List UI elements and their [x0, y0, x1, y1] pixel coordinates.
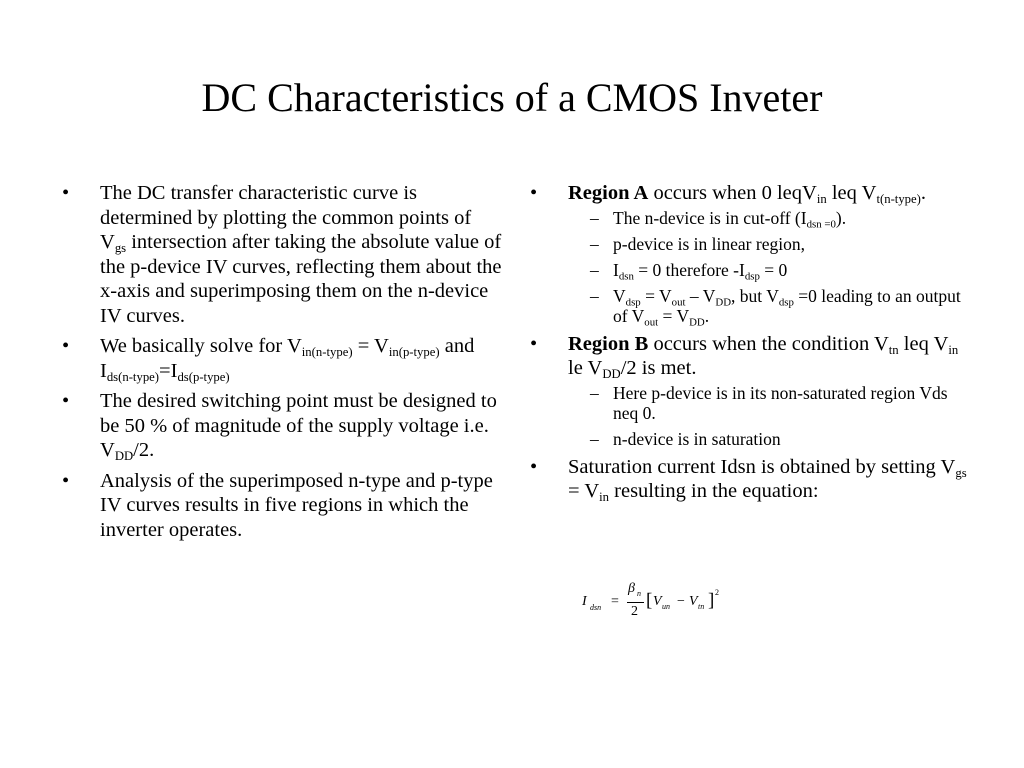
eq-v2: V [689, 594, 698, 609]
eq-current-subscript: dsn [590, 603, 602, 612]
eq-bracket-open: [ [646, 590, 653, 611]
eq-minus: − [677, 594, 685, 609]
right-column [530, 181, 970, 510]
bullet-region-a: • Region A occurs when 0 leqV$_{in}$ leq $V_{t(n-type)}$. – The n-device is in cut-off $(I_{dsn =0})$. – p-device is in linear region, – $I_{dsn} = 0$ therefore $-I_{dsp} = 0$ – $V_{dsp} = V_{out} - V_{DD}$, but $V_{dsp} =0$ leading to an output of $V_{out} = V_{DD}$. [530, 181, 970, 326]
left-column [62, 181, 502, 548]
eq-beta-subscript: n [637, 589, 641, 598]
sub-bullet-linear: – p-device is in linear region, [568, 234, 970, 254]
eq-denominator: 2 [631, 604, 638, 619]
eq-equals: = [611, 594, 619, 609]
sub-bullet-idsn: – $I_{dsn} = 0$ therefore $-I_{dsp} = 0$ [568, 260, 970, 280]
slide-title: DC Characteristics of a CMOS Inveter [201, 75, 823, 120]
saturation-equation [582, 583, 732, 623]
bullet-transfer-curve: • The DC transfer characteristic curve is determined by plotting the common points of $V_{gs}$ intersection after taking the absolute value of the p-device IV curves, reflecting them about the x-axis and superimposing them on the n-device IV curves. [62, 181, 502, 328]
bullet-saturation-current: • Saturation current Idsn is obtained by setting $V_{gs} = V_{in}$ resulting in the equation: [530, 455, 970, 504]
eq-beta: β [628, 581, 635, 596]
bullet-solve-for: • We basically solve for $V_{in(n-type)} = V_{in(p-type)}$ and $I_{ds(n-type)}=I_{ds(p-type)}$ [62, 334, 502, 383]
eq-v2-subscript: tn [698, 602, 705, 611]
sub-bullet-saturation: – n-device is in saturation [568, 429, 970, 449]
eq-v1-subscript: un [662, 602, 670, 611]
eq-exponent: 2 [715, 588, 719, 597]
bullet-analysis: • Analysis of the superimposed n-type and p-type IV curves results in five regions in which the inverter operates. [62, 469, 502, 543]
eq-current-symbol: I [582, 594, 587, 609]
eq-bracket-close: ] [708, 590, 715, 611]
bullet-switching-point: • The desired switching point must be designed to be 50 % of magnitude of the supply voltage i.e. $V_{DD}/2$. [62, 389, 502, 463]
eq-v1: V [653, 594, 662, 609]
bullet-region-b: • Region B occurs when the condition $V_{tn}$ leq $V_{in}$ le $V_{DD}/2$ is met. – Here p-device is in its non-saturated region Vds neq 0. – n-device is in saturation [530, 332, 970, 449]
sub-bullet-vdsp: – $V_{dsp} = V_{out} - V_{DD}$, but $V_{dsp} =0$ leading to an output of $V_{out} = V_{DD}$. [568, 286, 970, 326]
eq-fraction-bar [627, 602, 644, 603]
sub-bullet-nonsaturated: – Here p-device is in its non-saturated region Vds neq 0. [568, 383, 970, 423]
sub-bullet-cutoff: – The n-device is in cut-off $(I_{dsn =0})$. [568, 208, 970, 228]
